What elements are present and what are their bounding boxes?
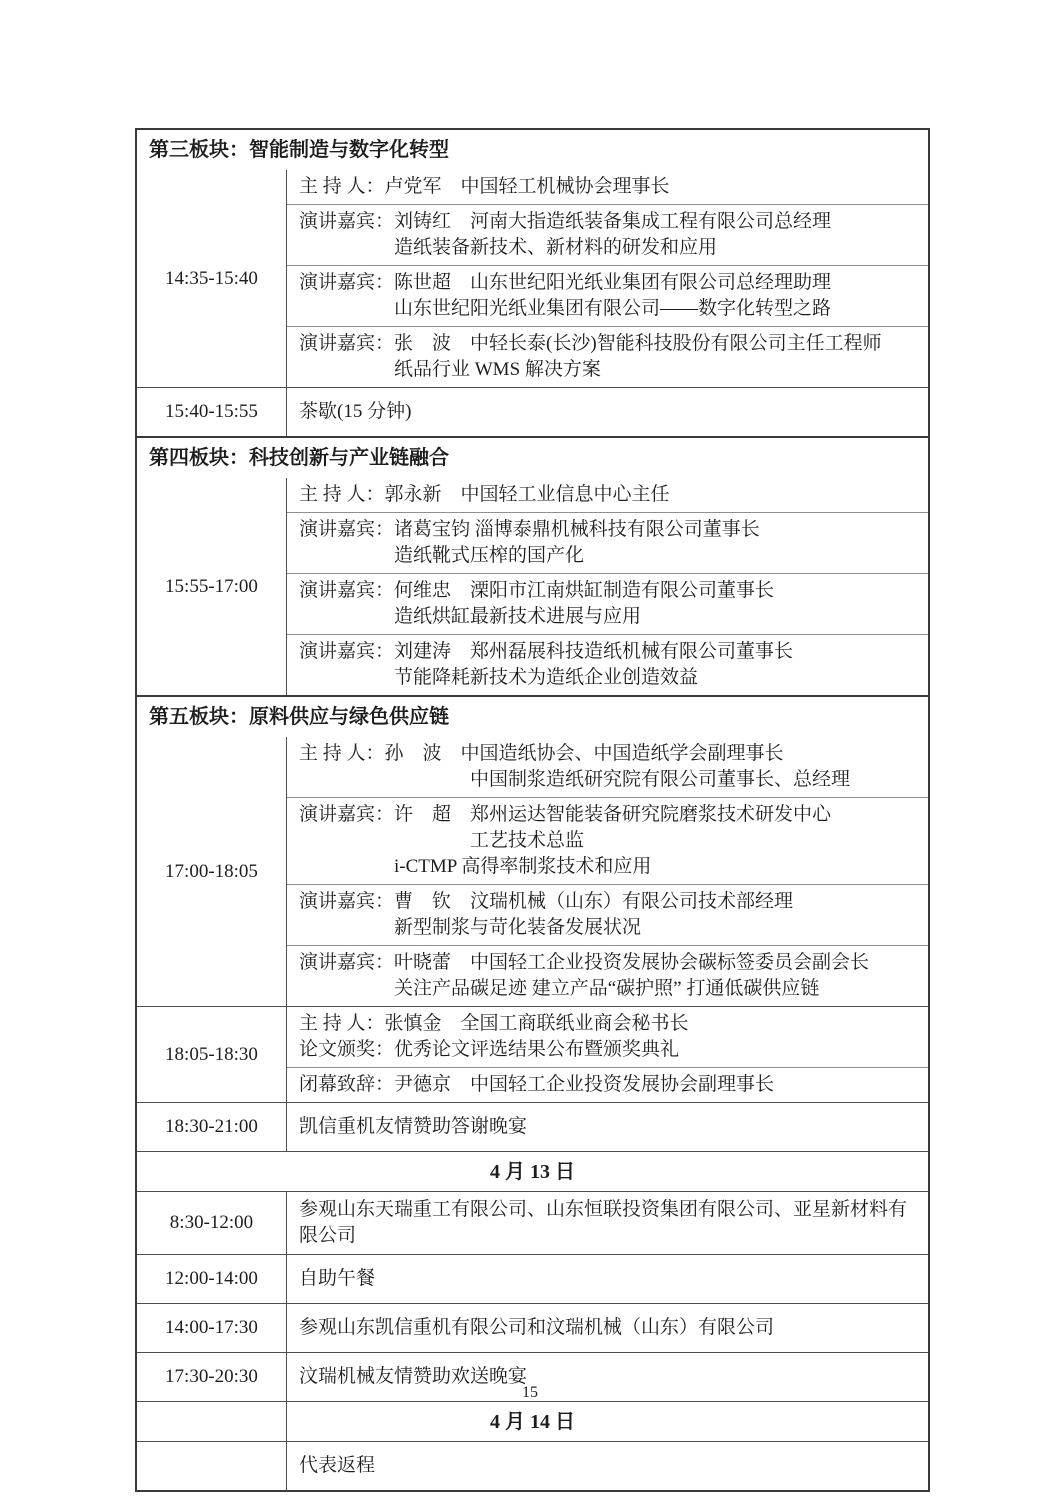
content-cell: [287, 1442, 928, 1490]
time-cell: 12:00-14:00: [137, 1255, 287, 1303]
agenda-sub-row: [287, 573, 928, 634]
agenda-sub-row: [287, 737, 928, 797]
agenda-text: 中国制浆造纸研究院有限公司董事长、总经理: [470, 769, 851, 790]
page-number: 15: [522, 1384, 538, 1401]
agenda-text: 汶瑞机械友情赞助欢送晚宴: [299, 1366, 528, 1387]
agenda-sub-row: [287, 1067, 928, 1102]
section-header-row: 第三板块：智能制造与数字化转型: [149, 139, 449, 161]
agenda-text: 主 持 人：孙 波 中国造纸协会、中国造纸学会副理事长: [299, 743, 784, 764]
content-cell: [287, 170, 928, 387]
agenda-sub-row: [287, 478, 928, 512]
content-cell: [287, 1007, 928, 1102]
agenda-text: 主 持 人：张慎金 全国工商联纸业商会秘书长: [299, 1013, 689, 1034]
agenda-row: [137, 1303, 928, 1352]
content-cell: [287, 388, 928, 436]
agenda-text: 演讲嘉宾：陈世超 山东世纪阳光纸业集团有限公司总经理助理: [299, 272, 832, 293]
agenda-sub-row: [287, 797, 928, 884]
agenda-text: 造纸烘缸最新技术进展与应用: [394, 606, 642, 627]
agenda-text: 关注产品碳足迹 建立产品“碳护照” 打通低碳供应链: [394, 978, 820, 999]
agenda-row: [137, 1006, 928, 1102]
date-label: 4 月 14 日: [490, 1410, 575, 1433]
date-label: 4 月 13 日: [490, 1160, 575, 1183]
agenda-sub-row: [287, 204, 928, 265]
agenda-text: 参观山东天瑞重工有限公司、山东恒联投资集团有限公司、亚星新材料有限公司: [299, 1199, 908, 1246]
agenda-row: [137, 1102, 928, 1151]
agenda-text: 演讲嘉宾：叶晓蕾 中国轻工企业投资发展协会碳标签委员会副会长: [299, 952, 870, 973]
agenda-sub-row: [287, 945, 928, 1006]
agenda-text: 参观山东凯信重机有限公司和汶瑞机械（山东）有限公司: [299, 1317, 775, 1338]
content-cell: [287, 737, 928, 1006]
agenda-sub-row: [287, 634, 928, 695]
agenda-row: [137, 737, 928, 1006]
agenda-text: 演讲嘉宾：许 超 郑州运达智能装备研究院磨浆技术研发中心: [299, 804, 832, 825]
agenda-text: 纸品行业 WMS 解决方案: [394, 359, 601, 380]
time-cell: [137, 1442, 287, 1490]
time-cell: 14:35-15:40: [137, 170, 287, 387]
agenda-text: i-CTMP 高得率制浆技术和应用: [394, 856, 652, 877]
content-cell: [287, 1103, 928, 1151]
time-cell: 17:00-18:05: [137, 737, 287, 1006]
agenda-table: [135, 128, 930, 1492]
agenda-text: 演讲嘉宾：张 波 中轻长泰(长沙)智能科技股份有限公司主任工程师: [299, 333, 882, 354]
agenda-sub-row: [287, 884, 928, 945]
agenda-text: 造纸靴式压榨的国产化: [394, 545, 585, 566]
agenda-text: 节能降耗新技术为造纸企业创造效益: [394, 667, 699, 688]
agenda-text: 演讲嘉宾：诸葛宝钧 淄博泰鼎机械科技有限公司董事长: [299, 519, 760, 540]
section-header-row: 第五板块：原料供应与绿色供应链: [137, 695, 928, 737]
content-cell: [287, 1304, 928, 1352]
agenda-row: [137, 170, 928, 387]
agenda-text: 主 持 人：卢党军 中国轻工机械协会理事长: [299, 176, 670, 197]
agenda-text: 茶歇(15 分钟): [299, 401, 412, 422]
agenda-sub-row: [287, 512, 928, 573]
time-cell: 15:40-15:55: [137, 388, 287, 436]
time-cell: 8:30-12:00: [137, 1192, 287, 1254]
agenda-row: [137, 1254, 928, 1303]
agenda-text: 演讲嘉宾：刘铸红 河南大指造纸装备集成工程有限公司总经理: [299, 211, 832, 232]
agenda-text: 凯信重机友情赞助答谢晚宴: [299, 1116, 528, 1137]
agenda-text: 造纸装备新技术、新材料的研发和应用: [394, 237, 718, 258]
time-cell: 18:05-18:30: [137, 1007, 287, 1102]
agenda-text: 闭幕致辞：尹德京 中国轻工企业投资发展协会副理事长: [299, 1074, 775, 1095]
agenda-text: 演讲嘉宾：何维忠 溧阳市江南烘缸制造有限公司董事长: [299, 580, 775, 601]
agenda-text: 演讲嘉宾：曹 钦 汶瑞机械（山东）有限公司技术部经理: [299, 891, 794, 912]
time-cell: 18:30-21:00: [137, 1103, 287, 1151]
agenda-text: 工艺技术总监: [470, 830, 585, 851]
content-cell: [287, 1255, 928, 1303]
agenda-row: [137, 387, 928, 436]
agenda-text: 论文颁奖：优秀论文评选结果公布暨颁奖典礼: [299, 1039, 680, 1060]
time-cell: 14:00-17:30: [137, 1304, 287, 1352]
agenda-sub-row: [287, 265, 928, 326]
agenda-text: 自助午餐: [299, 1268, 376, 1289]
content-cell: [287, 478, 928, 695]
agenda-text: 山东世纪阳光纸业集团有限公司——数字化转型之路: [394, 298, 832, 319]
time-cell: 17:30-20:30: [137, 1353, 287, 1401]
agenda-text: 新型制浆与苛化装备发展状况: [394, 917, 642, 938]
agenda-row: [137, 478, 928, 695]
agenda-row: [137, 1441, 928, 1490]
agenda-row: [137, 1191, 928, 1254]
date-header-row: [137, 1151, 928, 1191]
agenda-sub-row: [287, 326, 928, 387]
agenda-text: 主 持 人：郭永新 中国轻工业信息中心主任: [299, 484, 670, 505]
date-header-row: [137, 1401, 928, 1441]
agenda-text: 代表返程: [299, 1455, 376, 1476]
content-cell: [287, 1192, 928, 1254]
agenda-text: 演讲嘉宾：刘建涛 郑州磊展科技造纸机械有限公司董事长: [299, 641, 794, 662]
agenda-sub-row: [287, 170, 928, 204]
section-header-row: 第四板块：科技创新与产业链融合: [137, 436, 928, 478]
time-cell: 15:55-17:00: [137, 478, 287, 695]
agenda-sub-row: [287, 1007, 928, 1067]
